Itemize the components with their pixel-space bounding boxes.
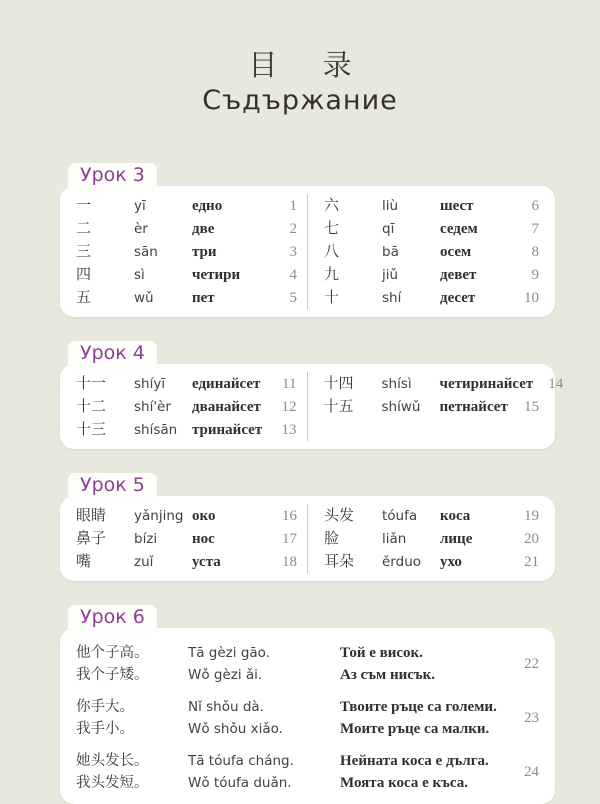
vocab-row — [76, 194, 297, 217]
lesson-tab-urok-6: Урок 6 — [68, 605, 157, 634]
pinyin-text: èr — [134, 221, 148, 237]
section-urok-4 — [60, 335, 564, 449]
vocab-column-right — [308, 372, 564, 441]
translation-text: дванайсет — [192, 399, 261, 415]
vocab-row — [76, 504, 297, 527]
translation-lines — [340, 696, 503, 740]
translation-text: тринайсет — [192, 422, 263, 438]
translation-text: четиринайсет — [439, 376, 534, 392]
pinyin-text: bízi — [134, 531, 158, 547]
translation-text: Твоите ръце са големи. — [340, 699, 497, 715]
vocab-row — [324, 240, 539, 263]
hanzi-text: 鼻子 — [76, 529, 107, 547]
pinyin-lines — [188, 750, 340, 794]
pinyin-text: Nǐ shǒu dà. — [188, 699, 264, 715]
lesson-tab-urok-5: Урок 5 — [68, 473, 157, 502]
translation-text: единайсет — [192, 376, 261, 392]
vocab-row — [324, 550, 539, 573]
translation-text: пет — [192, 290, 215, 306]
translation-text: осем — [440, 244, 472, 260]
page-number: 20 — [524, 531, 540, 547]
pinyin-text: shísān — [134, 422, 178, 438]
title-chinese: 目 录 — [248, 48, 370, 82]
vocab-row — [76, 418, 297, 441]
pinyin-text: ěrduo — [382, 554, 422, 570]
pinyin-text: shíyī — [134, 376, 166, 392]
pinyin-text: Wǒ shǒu xiǎo. — [188, 721, 283, 737]
translation-text: четири — [192, 267, 241, 283]
vocab-row — [76, 372, 297, 395]
pinyin-text: liù — [382, 198, 399, 214]
pinyin-text: yī — [134, 198, 146, 214]
pinyin-text: wǔ — [134, 290, 154, 306]
page-number: 14 — [548, 376, 564, 392]
pinyin-text: qī — [382, 221, 395, 237]
hanzi-text: 嘴 — [76, 552, 92, 570]
pinyin-text: Wǒ gèzi ǎi. — [188, 667, 263, 683]
page-number: 11 — [282, 376, 297, 392]
page-number: 8 — [531, 244, 540, 260]
page-number: 21 — [524, 554, 540, 570]
vocab-row — [76, 550, 297, 573]
page-number: 18 — [282, 554, 297, 570]
translation-text: Моите ръце са малки. — [340, 721, 490, 737]
pinyin-text: Wǒ tóufa duǎn. — [188, 775, 292, 791]
hanzi-text: 你手大。 — [76, 699, 134, 715]
vocab-row — [76, 217, 297, 240]
vocab-row — [324, 527, 539, 550]
pinyin-text: shí — [382, 290, 402, 306]
page-number: 13 — [281, 422, 297, 438]
translation-text: Аз съм нисък. — [340, 667, 436, 683]
translation-lines — [340, 750, 503, 794]
pinyin-text: shísì — [381, 376, 412, 392]
hanzi-text: 他个子高。 — [76, 645, 149, 661]
hanzi-text: 我手小。 — [76, 721, 134, 737]
vocab-row — [76, 527, 297, 550]
hanzi-text: 耳朵 — [324, 552, 355, 570]
hanzi-lines — [76, 696, 188, 740]
page-number: 2 — [289, 221, 297, 237]
translation-text: Моята коса е къса. — [340, 775, 469, 791]
hanzi-text: 十二 — [76, 397, 107, 415]
translation-text: нос — [192, 531, 215, 547]
page-number: 12 — [281, 399, 297, 415]
pinyin-text: shí'èr — [134, 399, 171, 415]
lesson-card-urok-3 — [60, 186, 555, 317]
translation-text: петнайсет — [439, 399, 508, 415]
hanzi-text: 一 — [76, 196, 92, 214]
page-title — [0, 48, 600, 117]
pinyin-text: tóufa — [382, 508, 418, 524]
page-number: 23 — [524, 709, 539, 726]
hanzi-text: 四 — [76, 265, 92, 283]
section-urok-6 — [60, 599, 555, 804]
hanzi-text: 十 — [324, 288, 340, 306]
pinyin-text: sì — [134, 267, 145, 283]
lesson-card-urok-4 — [60, 364, 564, 449]
hanzi-text: 脸 — [324, 529, 340, 547]
hanzi-text: 十一 — [76, 374, 107, 392]
pinyin-text: zuǐ — [134, 554, 154, 570]
vocab-column-left — [76, 194, 307, 309]
section-urok-5 — [60, 467, 555, 581]
lesson-tab-urok-3: Урок 3 — [68, 163, 157, 192]
hanzi-text: 二 — [76, 219, 92, 237]
translation-text: ухо — [440, 554, 462, 570]
sentence-group — [76, 642, 539, 686]
page-number: 15 — [524, 399, 539, 415]
lesson-card-urok-5 — [60, 496, 555, 581]
vocab-row — [76, 263, 297, 286]
page-number: 9 — [531, 267, 540, 283]
hanzi-text: 三 — [76, 242, 92, 260]
vocab-row — [324, 504, 539, 527]
vocab-row — [324, 194, 539, 217]
vocab-row — [324, 263, 539, 286]
pinyin-text: bā — [382, 244, 399, 260]
vocab-row — [76, 286, 297, 309]
vocab-column-left — [76, 372, 307, 441]
vocab-column-right — [308, 194, 539, 309]
page-number: 4 — [289, 267, 297, 283]
pinyin-text: sān — [134, 244, 158, 260]
page-number: 19 — [524, 508, 540, 524]
pinyin-text: shíwǔ — [381, 399, 421, 415]
section-urok-3 — [60, 157, 555, 317]
hanzi-text: 她头发长。 — [76, 753, 149, 769]
pinyin-text: yǎnjing — [134, 508, 184, 524]
vocab-row — [324, 286, 539, 309]
vocab-row — [324, 395, 540, 418]
sentence-group — [76, 750, 539, 794]
translation-text: Той е висок. — [340, 645, 423, 661]
hanzi-text: 九 — [324, 265, 340, 283]
page-number: 5 — [289, 290, 297, 306]
hanzi-text: 十四 — [323, 374, 354, 392]
translation-text: три — [192, 244, 217, 260]
hanzi-text: 十三 — [76, 420, 107, 438]
lesson-card-urok-6 — [60, 628, 555, 804]
translation-text: две — [192, 221, 215, 237]
hanzi-text: 五 — [76, 288, 92, 306]
translation-text: десет — [440, 290, 476, 306]
translation-text: око — [192, 508, 216, 524]
hanzi-lines — [76, 750, 188, 794]
page-number: 6 — [531, 198, 540, 214]
pinyin-lines — [188, 642, 340, 686]
hanzi-lines — [76, 642, 188, 686]
translation-text: седем — [440, 221, 478, 237]
page-number: 10 — [524, 290, 540, 306]
page-number: 7 — [531, 221, 540, 237]
hanzi-text: 我个子矮。 — [76, 667, 149, 683]
page-number: 24 — [524, 763, 539, 780]
hanzi-text: 八 — [324, 242, 340, 260]
hanzi-text: 十五 — [323, 397, 354, 415]
translation-text: Нейната коса е дълга. — [340, 753, 489, 769]
vocab-row — [76, 240, 297, 263]
hanzi-text: 头发 — [324, 506, 355, 524]
page-number: 17 — [282, 531, 297, 547]
page-number: 22 — [524, 655, 539, 672]
page-number: 1 — [289, 198, 297, 214]
translation-text: коса — [440, 508, 471, 524]
page-number: 16 — [282, 508, 297, 524]
hanzi-text: 六 — [324, 196, 340, 214]
translation-text: девет — [440, 267, 477, 283]
title-bulgarian: Съдържание — [202, 85, 398, 116]
vocab-column-right — [308, 504, 539, 573]
pinyin-text: liǎn — [382, 531, 407, 547]
pinyin-lines — [188, 696, 340, 740]
vocab-row — [324, 217, 539, 240]
pinyin-text: Tā tóufa cháng. — [188, 753, 294, 769]
vocab-row — [323, 372, 564, 395]
translation-text: шест — [440, 198, 474, 214]
hanzi-text: 我头发短。 — [76, 775, 149, 791]
page-number: 3 — [289, 244, 297, 260]
translation-text: едно — [192, 198, 223, 214]
translation-lines — [340, 642, 503, 686]
vocab-column-left — [76, 504, 307, 573]
hanzi-text: 七 — [324, 219, 340, 237]
sentence-group — [76, 696, 539, 740]
hanzi-text: 眼睛 — [76, 506, 107, 524]
translation-text: лице — [440, 531, 473, 547]
translation-text: уста — [192, 554, 221, 570]
pinyin-text: jiǔ — [382, 267, 399, 283]
vocab-row — [76, 395, 297, 418]
lesson-tab-urok-4: Урок 4 — [68, 341, 157, 370]
pinyin-text: Tā gèzi gāo. — [188, 645, 270, 661]
